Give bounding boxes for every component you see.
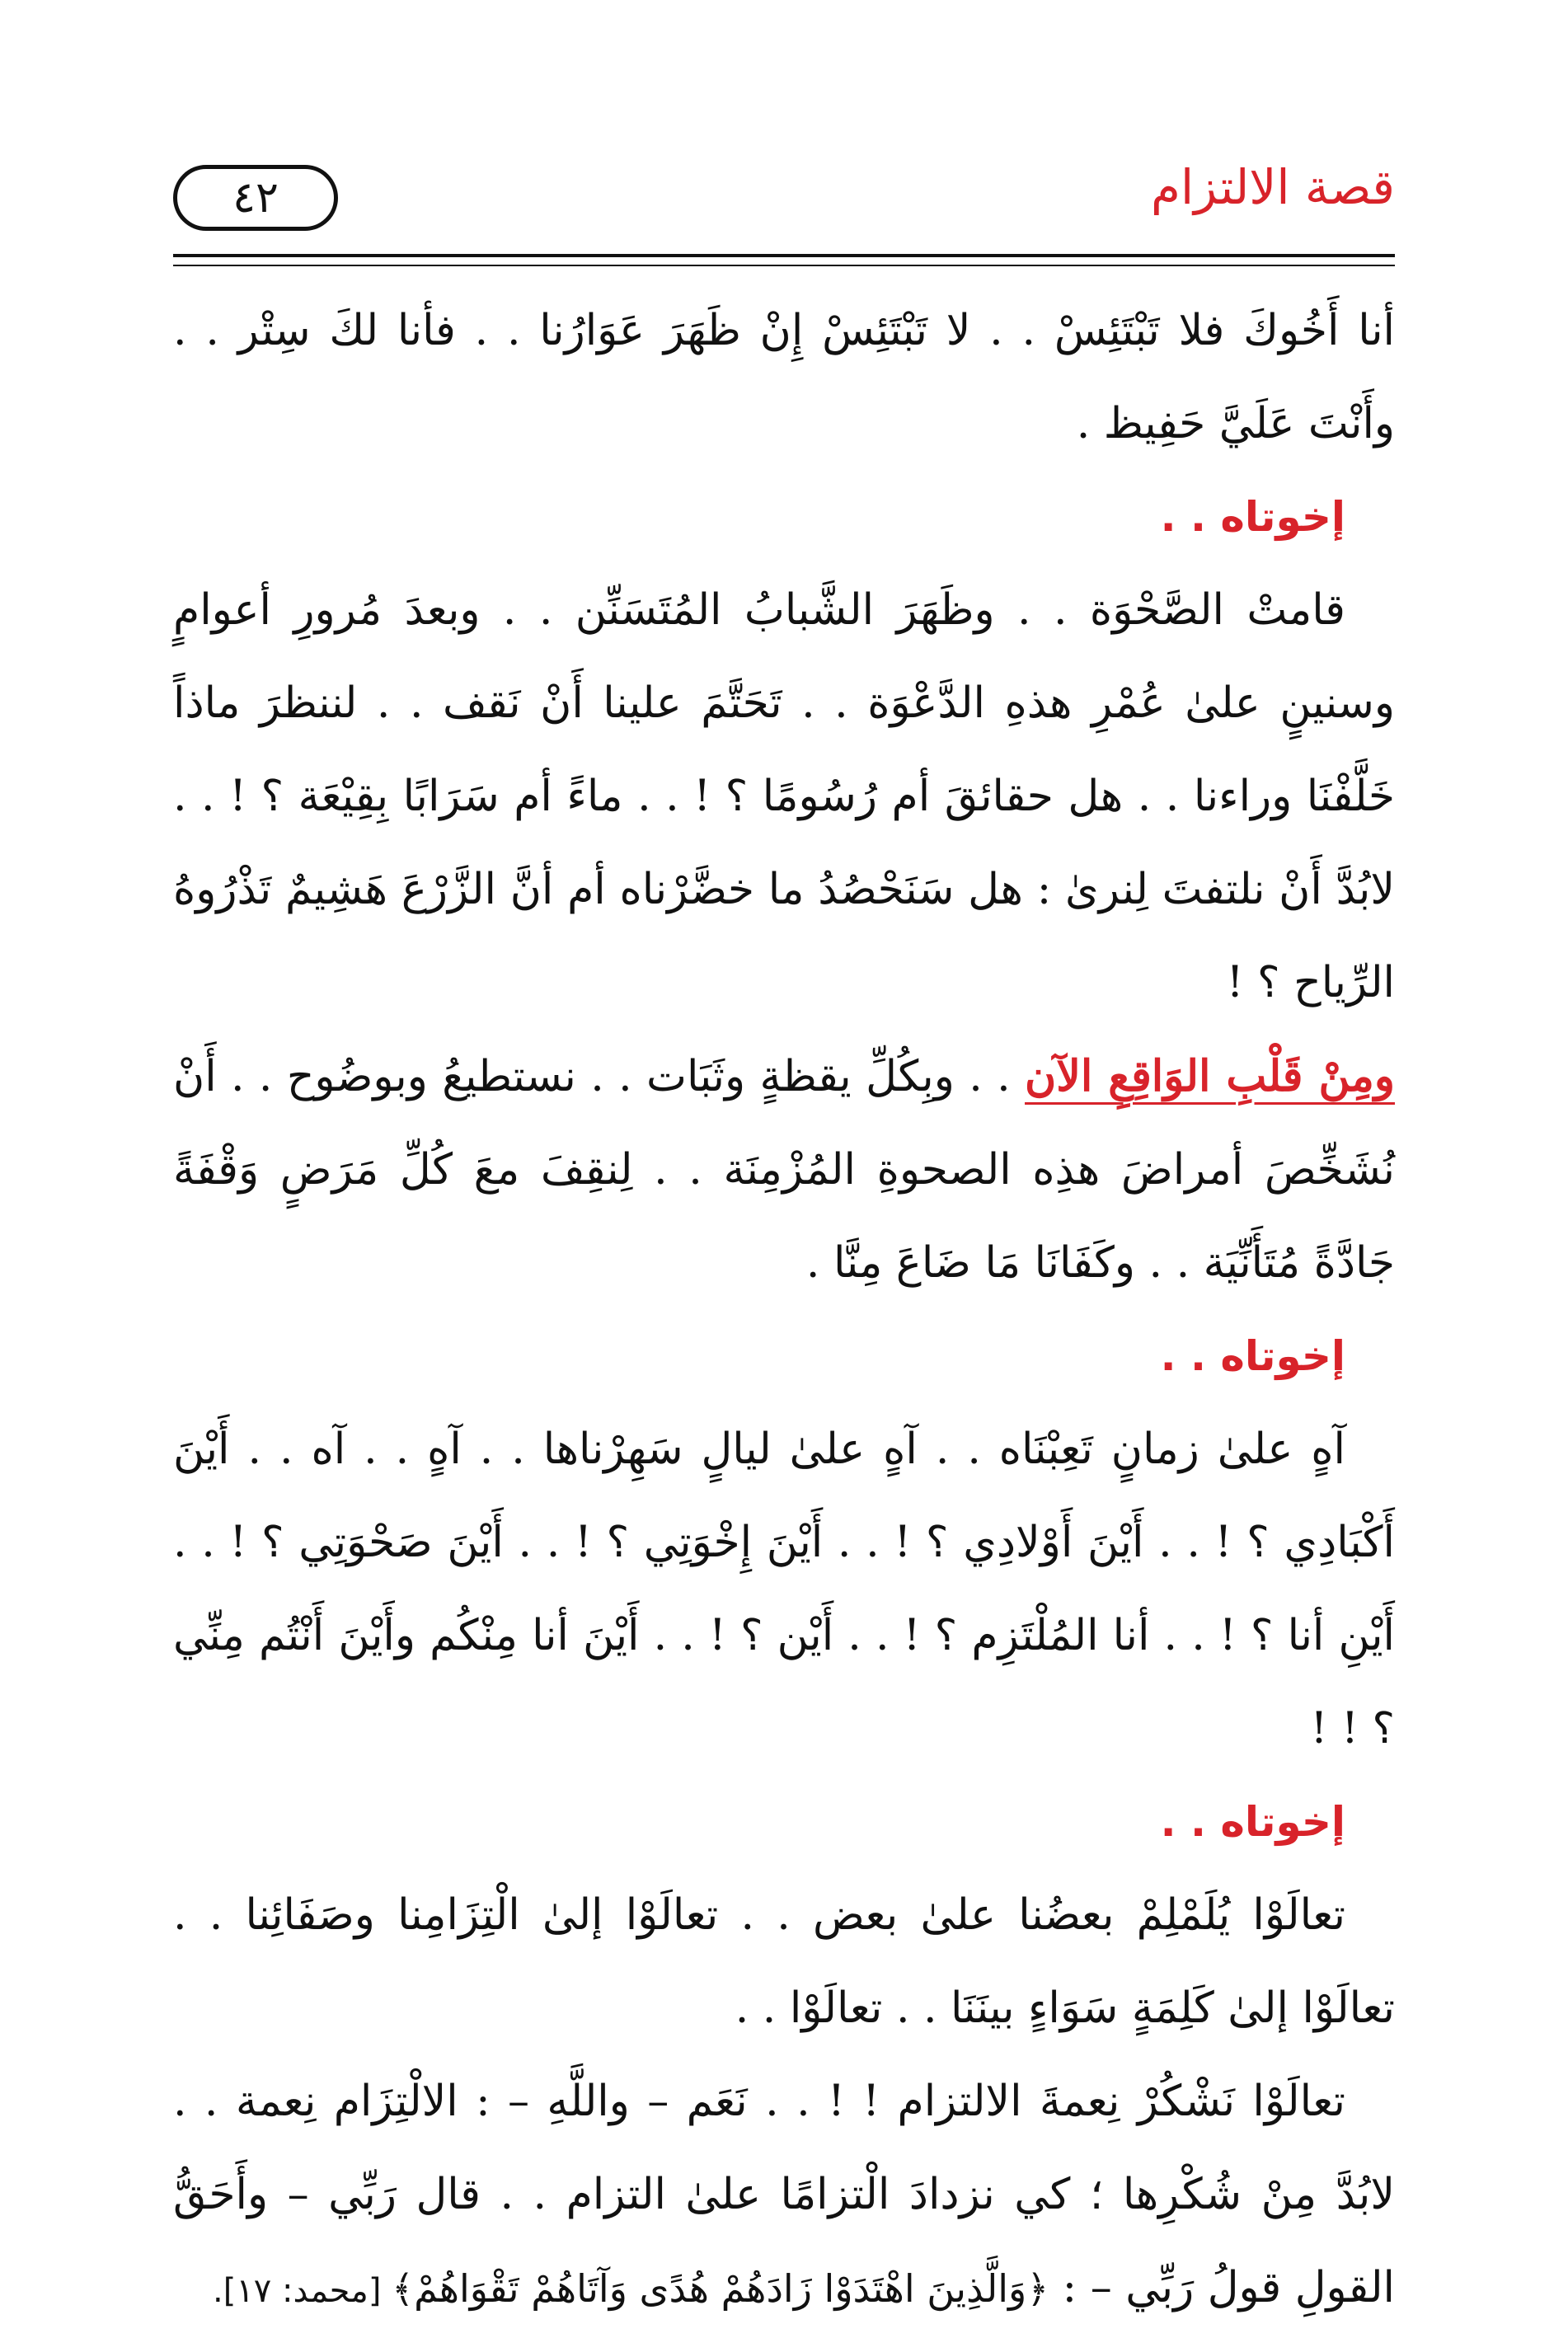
paragraph-3-text: . . وبِكُلِّ يقظةٍ وثَبَات . . نستطيعُ وبوضُوح . . أَنْ نُشَخِّصَ أمراضَ هذِه الصحوةِ المُزْمِنَة . . لِنقِفَ معَ كُلِّ مَرَضٍ وَقْفَةً جَادَّةً مُتَأَنِّيَة . . وكَفَانَا مَا ضَاعَ مِنَّا . [173,1052,1395,1288]
page-body [173,284,1395,2338]
paragraph-2: قامتْ الصَّحْوَة . . وظَهَرَ الشَّبابُ المُتَسَنِّن . . وبعدَ مُرورِ أعوامٍ وسنينٍ علىٰ عُمْرِ هذهِ الدَّعْوَة . . تَحَتَّمَ علينا أَنْ نَقف . . لننظرَ ماذاً خَلَّفْنَا وراءنا . . هل حقائقَ أم رُسُومًا ؟ ! . . ماءً أم سَرَابًا بِقِيْعَة ؟ ! . . لابُدَّ أَنْ نلتفتَ لِنرىٰ : هل سَنَحْصُدُ ما خضَّرْناه أم أنَّ الزَّرْعَ هَشِيمٌ تَذْرُوهُ الرِّياح ؟ ! [173,585,1395,1007]
highlighted-phrase: ومِنْ قَلْبِ الوَاقِعِ الآن [1025,1051,1395,1101]
header-rule-thick [173,254,1395,257]
paragraph-3 [173,1030,1395,1310]
paragraph-1: أنا أَخُوكَ فلا تَبْتَئِسْ . . لا تَبْتَئِسْ إِنْ ظَهَرَ عَوَارُنا . . فأنا لكَ سِتْر . . وأَنْتَ عَلَيَّ حَفِيظ . [173,306,1395,448]
paragraph-6 [173,2055,1395,2338]
section-heading-1: إخوتاه . . [1160,493,1345,541]
header-rule-thin [173,265,1395,266]
verse-citation: [محمد: ١٧]. [212,2272,392,2310]
section-heading-2: إخوتاه . . [1160,1332,1345,1380]
paragraph-4: آهٍ علىٰ زمانٍ تَعِبْنَاه . . آهٍ علىٰ ليالٍ سَهِرْناها . . آهٍ . . آه . . أَيْنَ أَكْبَادِي ؟ ! . . أَيْنَ أَوْلادِي ؟ ! . . أَيْنَ إِخْوَتِي ؟ ! . . أَيْنَ صَحْوَتِي ؟ ! . . أَيْنِ أنا ؟ ! . . أنا المُلْتَزِم ؟ ! . . أَيْن ؟ ! . . أَيْنَ أنا مِنْكُم وأَيْنَ أَنْتُم مِنِّي ؟ ! ! [173,1425,1395,1754]
quran-verse: ﴿وَالَّذِينَ اهْتَدَوْا زَادَهُمْ هُدًى وَآتَاهُمْ تَقْوَاهُمْ﴾ [392,2266,1049,2311]
section-heading-3: إخوتاه . . [1160,1798,1345,1846]
page-header [173,148,1395,247]
page-number: ٤٢ [173,165,338,231]
paragraph-5: تعالَوْا يُلَمْلِمْ بعضُنا علىٰ بعض . . تعالَوْا إلىٰ الْتِزَامِنا وصَفَائِنا . . تعالَوْا إلىٰ كَلِمَةٍ سَوَاءٍ بينَنَا . . تعالَوْا . . [173,1890,1395,2033]
paragraph-6-text: تعالَوْا نَشْكُرْ نِعمةَ الالتزام ! ! . . نَعَم – واللَّهِ – : الالْتِزَام نِعمة . . لابُدَّ مِنْ شُكْرِها ؛ كي نزدادَ الْتزامًا علىٰ التزام . . قال رَبِّي – وأَحَقُّ القولِ قولُ رَبِّي – : [173,2077,1395,2312]
book-page [173,148,1395,2312]
book-title: قصة الالتزام [1151,159,1395,215]
